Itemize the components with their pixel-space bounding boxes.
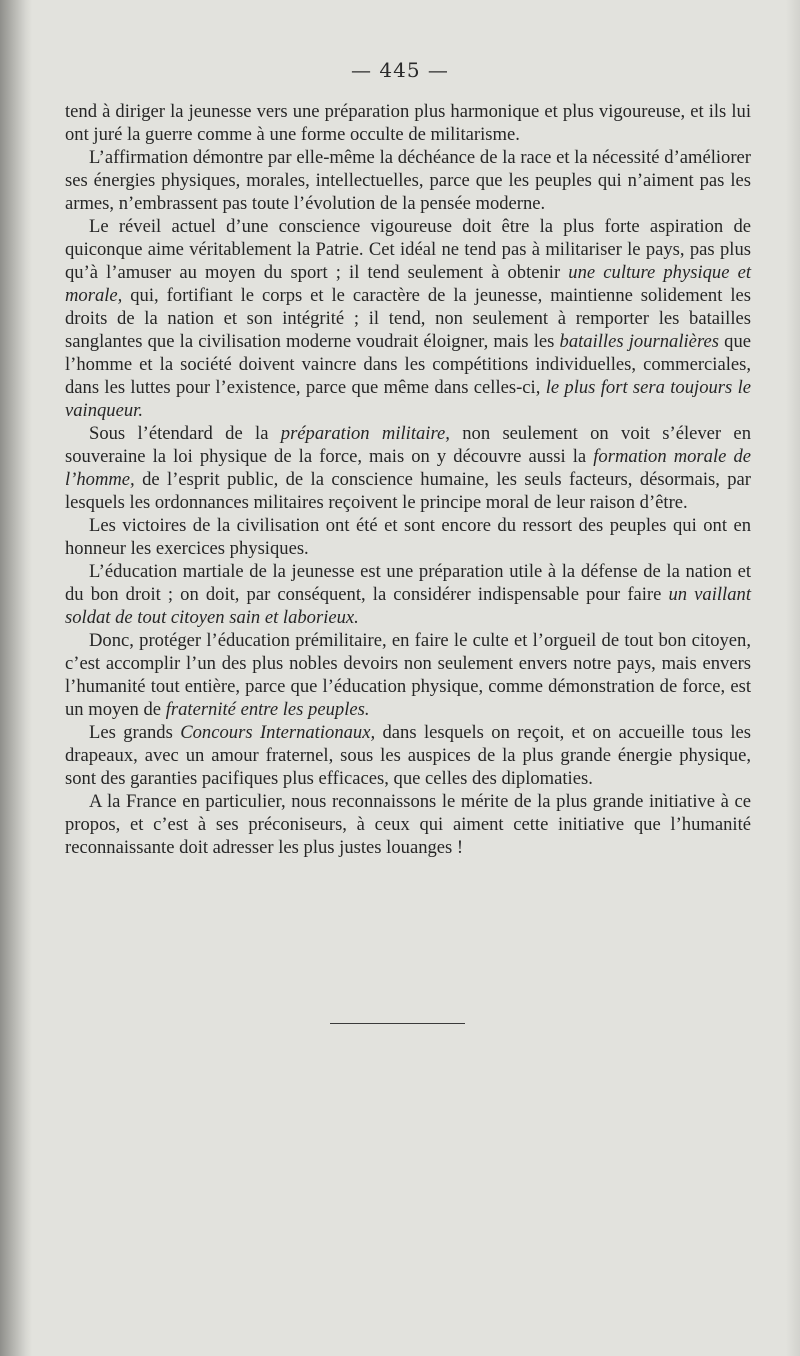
page-binding-shadow: [0, 0, 32, 1356]
text-run: Sous l’étendard de la: [89, 423, 281, 444]
text-run: Les victoires de la civilisation ont été et sont encore du ressort des peuples qui ont en honneur les exercices physiques.: [65, 515, 751, 559]
body-text: [65, 100, 751, 859]
paragraph: [65, 422, 751, 514]
text-run: non seulement on voit s’élever en souveraine la loi physique de la force, mais on y découvre aussi la: [65, 423, 751, 467]
italic-phrase: le plus fort sera toujours le vainqueur.: [65, 377, 751, 421]
text-run: A la France en particulier, nous reconnaissons le mérite de la plus grande initiative à ce propos, et c’est à ses préconiseurs, à ceux qui aiment cette initiative que l’humanité reconnaissante doit adresser les plus justes louanges !: [65, 791, 751, 858]
paragraph: [65, 100, 751, 146]
text-run: Les grands: [89, 722, 181, 743]
paragraph: [65, 721, 751, 790]
italic-phrase: formation morale de l’homme,: [65, 446, 751, 490]
italic-phrase: batailles journalières: [559, 331, 719, 352]
italic-phrase: Concours Internationaux,: [180, 722, 376, 743]
text-run: Le réveil actuel d’une conscience vigoureuse doit être la plus forte aspiration de quiconque aime véritablement la Patrie. Cet idéal ne tend pas à militariser le pays, pas plus qu’à l’amuser au moyen du sport ; il tend seulement à obtenir: [65, 216, 751, 283]
text-run: L’affirmation démontre par elle-même la déchéance de la race et la nécessité d’améliorer ses énergies physiques, morales, intellectuelles, parce que les peuples qui n’aiment pas les armes, n’embrassent pas toute l’évolution de la pensée moderne.: [65, 147, 751, 214]
paragraph: [65, 560, 751, 629]
paragraph: [65, 514, 751, 560]
text-run: Donc, protéger l’éducation prémilitaire, en faire le culte et l’orgueil de tout bon citoyen, c’est accomplir l’un des plus nobles devoirs non seulement envers notre pays, mais envers l’humanité tout entière, parce que l’éducation physique, comme démonstration de force, est un moyen de: [65, 630, 751, 720]
text-run: tend à diriger la jeunesse vers une préparation plus harmonique et plus vigoureuse, et ils lui ont juré la guerre comme à une forme occulte de militarisme.: [65, 101, 751, 145]
page-number: — 445 —: [351, 58, 449, 82]
italic-phrase: une culture physique et morale,: [65, 262, 751, 306]
italic-phrase: fraternité entre les peuples.: [165, 699, 370, 720]
text-run: dans lesquels on reçoit, et on accueille tous les drapeaux, avec un amour fraternel, sous les auspices de la plus grande énergie physique, sont des garanties pacifiques plus efficaces, que celles des diplomaties.: [65, 722, 751, 789]
paragraph: [65, 146, 751, 215]
text-run: qui, fortifiant le corps et le caractère de la jeunesse, maintienne solidement les droits de la nation et son intégrité ; il tend, non seulement à remporter les batailles sanglantes que la civilisation moderne voudrait éloigner, mais les: [65, 285, 751, 352]
text-run: L’éducation martiale de la jeunesse est une préparation utile à la défense de la nation et du bon droit ; on doit, par conséquent, la considérer indispensable pour faire: [65, 561, 751, 605]
page-edge-shadow: [786, 0, 800, 1356]
text-run: que l’homme et la société doivent vaincre dans les compétitions individuelles, commerciales, dans les luttes pour l’existence, parce que même dans celles-ci,: [65, 331, 752, 398]
paragraph: [65, 790, 751, 859]
italic-phrase: un vaillant soldat de tout citoyen sain et laborieux.: [65, 584, 751, 628]
text-run: de l’esprit public, de la conscience humaine, les seuls facteurs, désormais, par lesquels les ordonnances militaires reçoivent le principe moral de leur raison d’être.: [65, 469, 751, 513]
end-rule: [330, 1023, 465, 1024]
paragraph: [65, 215, 751, 422]
paragraph: [65, 629, 751, 721]
italic-phrase: préparation militaire,: [280, 423, 450, 444]
